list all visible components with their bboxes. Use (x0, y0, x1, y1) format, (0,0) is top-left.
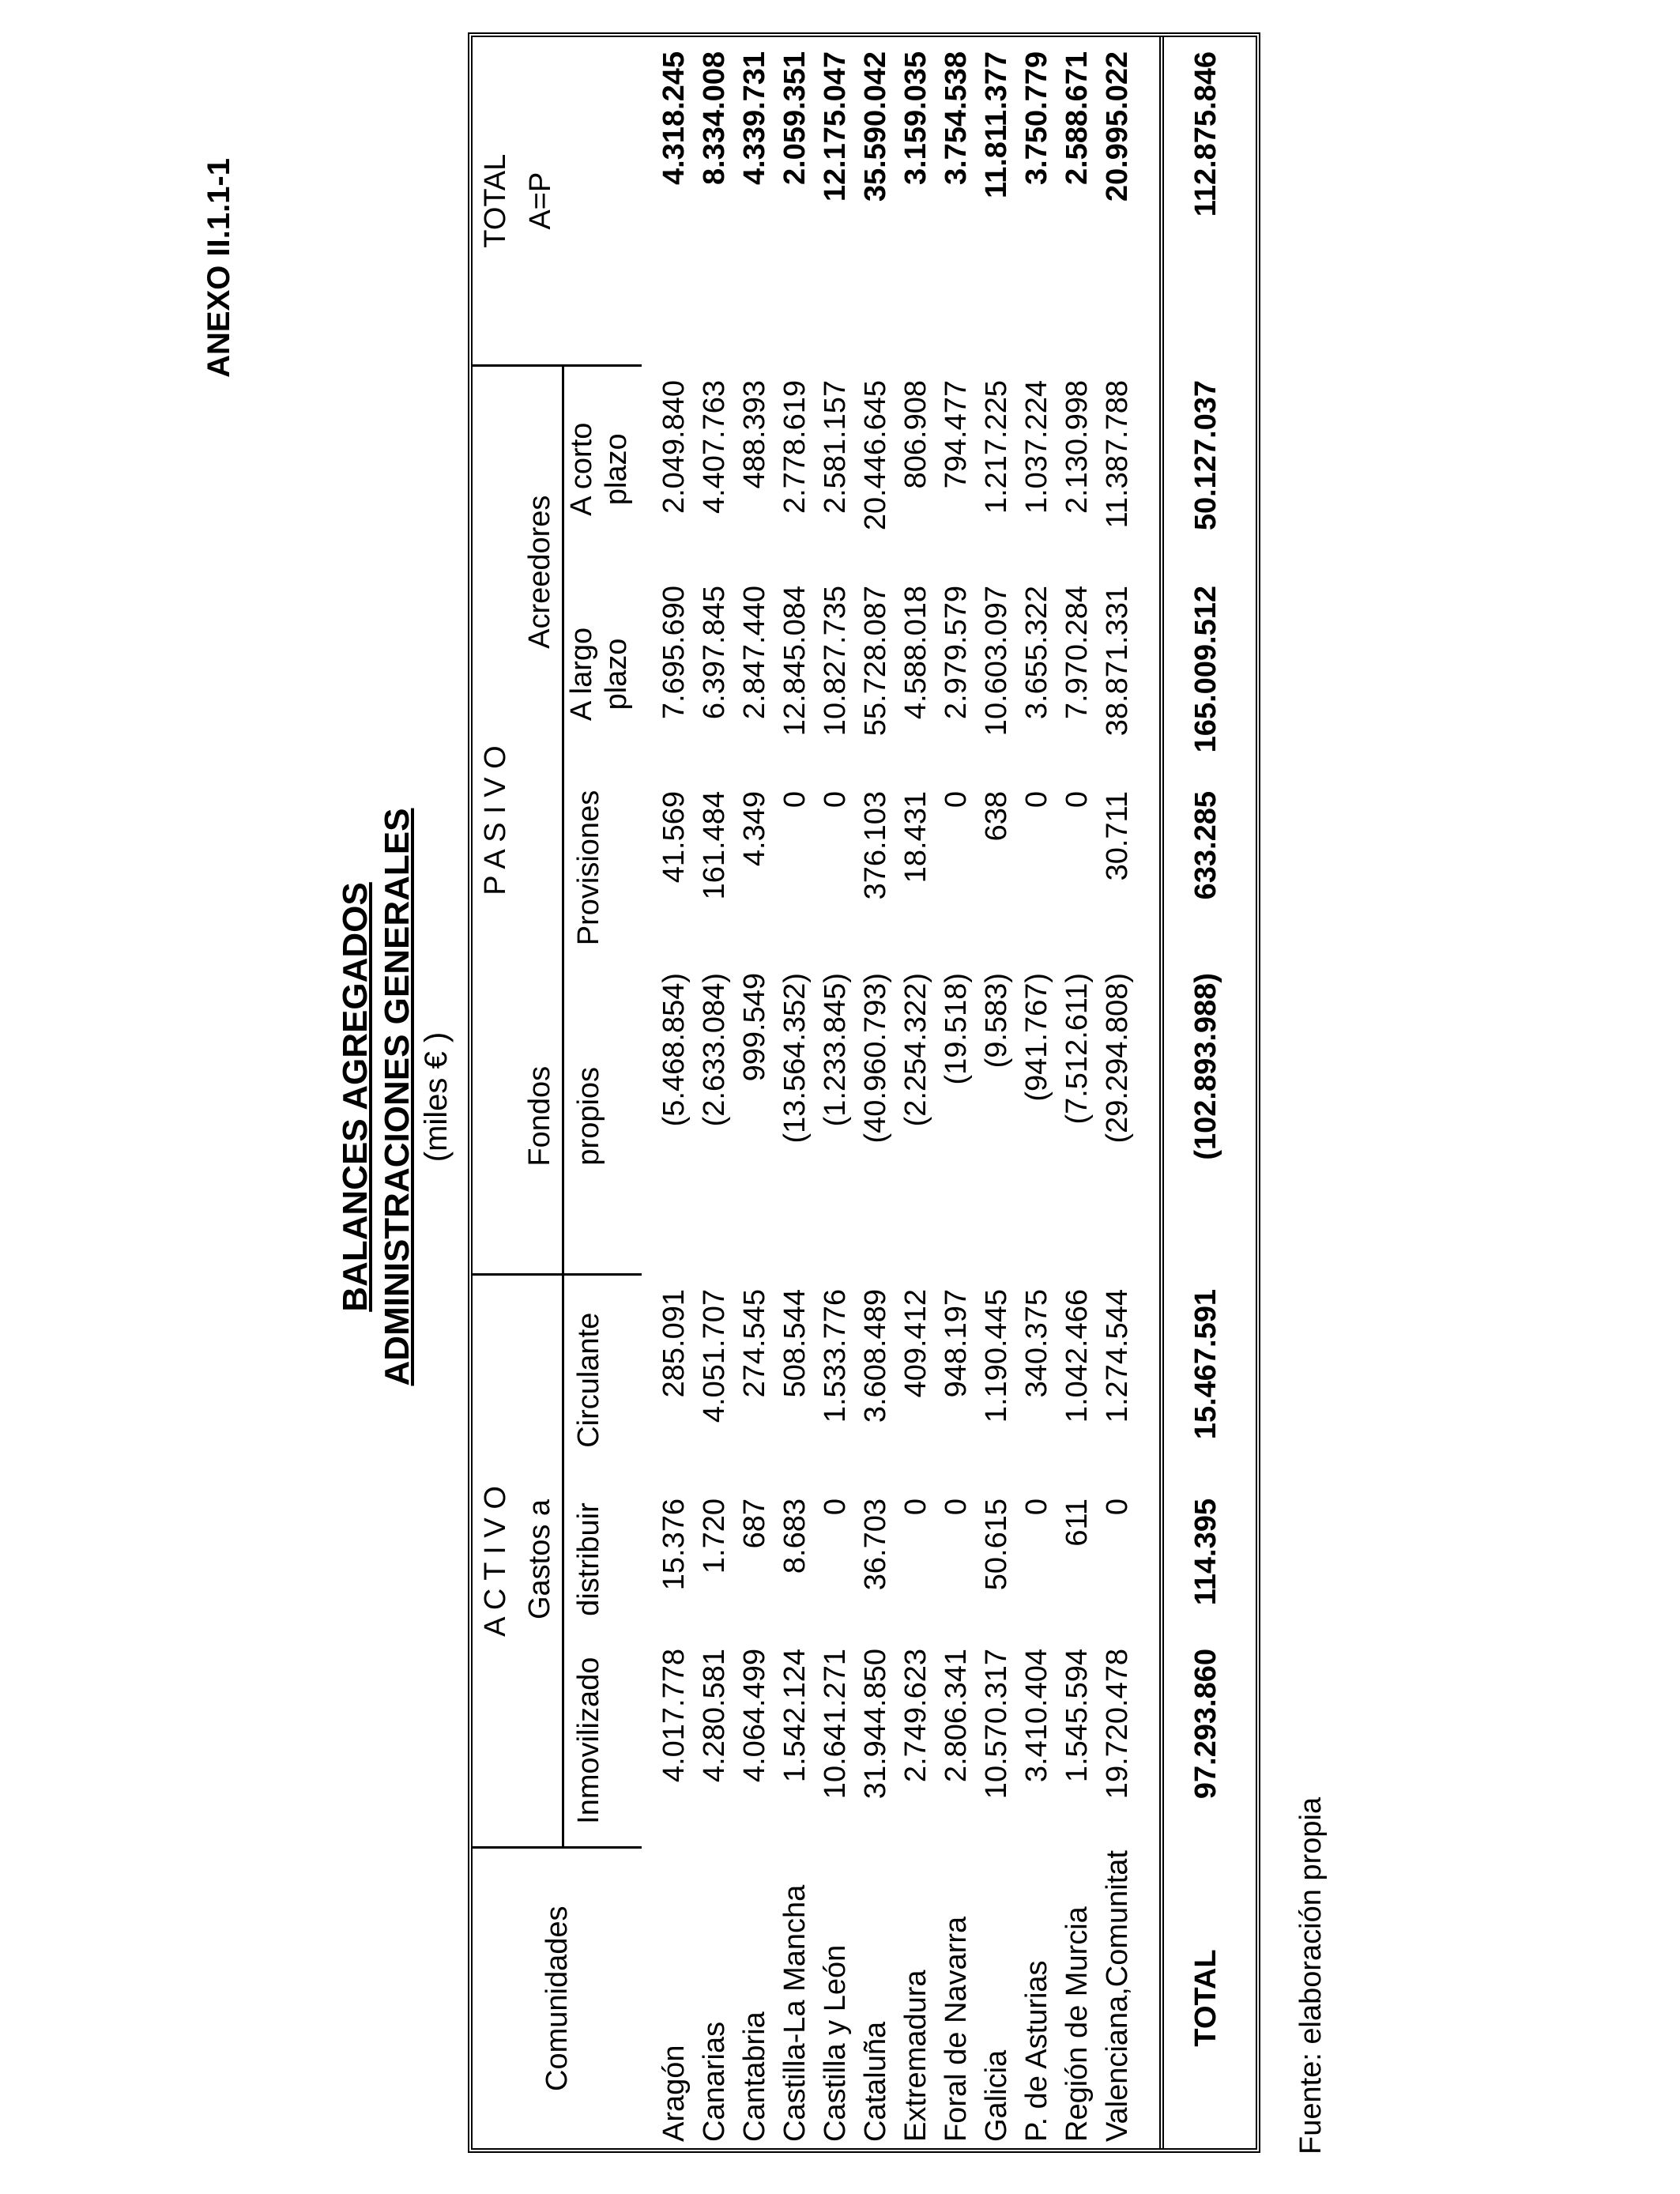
row-comunidad: Cataluña (859, 2021, 892, 2142)
table-row (695, 37, 735, 2148)
header-total-ap: A=P (523, 172, 557, 230)
header-distribuir: distribuir (571, 1502, 605, 1616)
cell-largo: 4.588.018 (899, 586, 932, 720)
cell-provisiones: 0 (778, 791, 812, 809)
cell-inmovilizado: 19.720.478 (1101, 1649, 1134, 1800)
cell-inmovilizado: 4.280.581 (698, 1649, 731, 1783)
cell-total: 4.339.731 (738, 51, 771, 186)
cell-inmovilizado: 3.410.404 (1020, 1649, 1053, 1783)
cell-gastos: 36.703 (859, 1498, 892, 1591)
cell-circulante: 1.274.544 (1101, 1289, 1134, 1423)
cell-provisiones: 0 (1020, 791, 1053, 809)
cell-circulante: 285.091 (657, 1289, 691, 1398)
header-comunidades: Comunidades (473, 1848, 642, 2148)
cell-provisiones: 18.431 (899, 791, 932, 884)
cell-largo: 2.847.440 (738, 586, 771, 720)
cell-gastos: 15.376 (657, 1498, 691, 1591)
table-row (936, 37, 977, 2148)
cell-largo: 10.827.735 (819, 586, 852, 737)
cell-total: 12.175.047 (819, 51, 852, 202)
header-provisiones: Provisiones (571, 790, 605, 946)
table-row (816, 37, 856, 2148)
cell-corto: 4.407.763 (698, 379, 731, 515)
cell-total: 11.811.377 (980, 51, 1013, 198)
table-row (1098, 37, 1138, 2148)
cell-fondos: (13.564.352) (778, 973, 812, 1144)
cell-provisiones: 0 (819, 791, 852, 809)
cell-largo: 12.845.084 (778, 586, 812, 737)
cell-corto: 11.387.788 (1101, 379, 1134, 529)
row-comunidad: P. de Asturias (1020, 1960, 1053, 2142)
cell-circulante: 274.545 (738, 1289, 771, 1398)
balance-table-frame (468, 32, 1260, 2153)
cell-inmovilizado: 2.806.341 (940, 1649, 973, 1783)
cell-largo: 7.695.690 (657, 586, 691, 720)
cell-provisiones: 376.103 (859, 791, 892, 900)
cell-inmovilizado: 2.749.623 (899, 1649, 932, 1783)
header-acreedores: Acreedores (518, 366, 563, 777)
table-row (735, 37, 775, 2148)
row-comunidad: Castilla y León (819, 1944, 852, 2142)
cell-fondos: (7.512.611) (1060, 973, 1094, 1125)
row-comunidad: Foral de Navarra (940, 1916, 973, 2142)
cell-corto: 2.778.619 (778, 379, 812, 515)
cell-circulante: 409.412 (899, 1289, 932, 1398)
table-row (977, 37, 1017, 2148)
cell-inmovilizado: 1.545.594 (1060, 1649, 1094, 1783)
cell-corto: 2.049.840 (657, 379, 691, 515)
cell-circulante: 1.533.776 (819, 1289, 852, 1423)
header-largo-plazo: A largo plazo (564, 627, 633, 722)
row-comunidad: Extremadura (899, 1970, 932, 2142)
cell-provisiones: 41.569 (657, 791, 691, 884)
cell-fondos: (1.233.845) (819, 973, 852, 1127)
table-row (856, 37, 896, 2148)
table-body (642, 37, 1162, 2148)
row-comunidad: Canarias (698, 2021, 731, 2142)
cell-gastos: 687 (738, 1498, 771, 1549)
cell-provisiones: 161.484 (698, 791, 731, 900)
cell-gastos: 0 (1020, 1498, 1053, 1516)
cell-largo: 55.728.087 (859, 586, 892, 737)
cell-fondos: 999.549 (738, 973, 771, 1082)
cell-circulante: 340.375 (1020, 1289, 1053, 1398)
cell-circulante: 508.544 (778, 1289, 812, 1398)
table-row (1017, 37, 1057, 2148)
cell-corto: 1.217.225 (980, 379, 1013, 515)
cell-fondos: (5.468.854) (657, 973, 691, 1127)
cell-total: 4.318.245 (657, 51, 691, 186)
totals-label: TOTAL (1188, 1949, 1222, 2047)
row-comunidad: Aragón (657, 2045, 691, 2142)
total-corto: 50.127.037 (1188, 379, 1222, 531)
total-largo: 165.009.512 (1188, 586, 1222, 753)
cell-corto: 2.130.998 (1060, 379, 1094, 515)
header-inmovilizado: Inmovilizado (571, 1657, 605, 1824)
cell-circulante: 4.051.707 (698, 1289, 731, 1423)
cell-gastos: 8.683 (778, 1498, 812, 1574)
title-line-2: ADMINISTRACIONES GENERALES (378, 808, 416, 1386)
cell-total: 3.159.035 (899, 51, 932, 186)
cell-corto: 2.581.157 (819, 379, 852, 515)
header-fondos: Fondos (518, 959, 563, 1275)
cell-largo: 3.655.322 (1020, 586, 1053, 720)
header-corto-plazo: A corto plazo (563, 366, 642, 571)
cell-gastos: 0 (819, 1498, 852, 1516)
cell-provisiones: 4.349 (738, 791, 771, 867)
cell-corto: 806.908 (899, 379, 932, 489)
cell-fondos: (9.583) (980, 973, 1013, 1069)
cell-fondos: (29.294.808) (1101, 973, 1134, 1144)
cell-total: 2.588.671 (1060, 51, 1094, 186)
cell-corto: 20.446.645 (859, 379, 892, 531)
total-fondos: (102.893.988) (1188, 973, 1222, 1160)
cell-circulante: 3.608.489 (859, 1289, 892, 1423)
totals-row (1179, 37, 1233, 2148)
cell-fondos: (2.633.084) (698, 973, 731, 1127)
header-pasivo: P A S I V O (473, 366, 518, 1275)
cell-provisiones: 0 (1060, 791, 1094, 809)
cell-provisiones: 638 (980, 791, 1013, 842)
cell-inmovilizado: 1.542.124 (778, 1649, 812, 1783)
cell-circulante: 948.197 (940, 1289, 973, 1398)
balance-table (473, 37, 1233, 2148)
cell-total: 35.590.042 (859, 51, 892, 202)
table-row (1057, 37, 1098, 2148)
row-comunidad: Galicia (980, 2049, 1013, 2142)
row-comunidad: Castilla-La Mancha (778, 1884, 812, 2142)
cell-total: 20.995.022 (1101, 51, 1134, 202)
header-activo: A C T I V O (473, 1275, 518, 1848)
cell-provisiones: 30.711 (1101, 791, 1134, 881)
cell-largo: 2.979.579 (940, 586, 973, 720)
cell-largo: 38.871.331 (1101, 586, 1134, 737)
cell-total: 3.754.538 (940, 51, 973, 186)
cell-fondos: (2.254.322) (899, 973, 932, 1127)
total-provisiones: 633.285 (1188, 791, 1222, 900)
cell-gastos: 1.720 (698, 1498, 731, 1574)
cell-inmovilizado: 10.641.271 (819, 1649, 852, 1800)
header-total: TOTAL (478, 153, 512, 248)
cell-total: 2.059.351 (778, 51, 812, 186)
row-comunidad: Valenciana,Comunitat (1101, 1850, 1134, 2142)
row-comunidad: Región de Murcia (1060, 1906, 1094, 2142)
cell-fondos: (19.518) (940, 973, 973, 1085)
cell-fondos: (40.960.793) (859, 973, 892, 1144)
cell-provisiones: 0 (940, 791, 973, 809)
row-comunidad: Cantabria (738, 2011, 771, 2142)
cell-inmovilizado: 10.570.317 (980, 1649, 1013, 1800)
cell-total: 8.334.008 (698, 51, 731, 186)
title-line-1: BALANCES AGREGADOS (336, 882, 375, 1312)
cell-gastos: 50.615 (980, 1498, 1013, 1591)
cell-gastos: 0 (940, 1498, 973, 1516)
cell-inmovilizado: 4.064.499 (738, 1649, 771, 1783)
header-circulante: Circulante (563, 1275, 642, 1484)
annex-code: ANEXO II.1.1-1 (202, 158, 236, 378)
total-gastos: 114.395 (1188, 1498, 1222, 1606)
unit-label: (miles € ) (419, 1031, 454, 1163)
cell-total: 3.750.779 (1020, 51, 1053, 186)
cell-circulante: 1.042.466 (1060, 1289, 1094, 1423)
cell-gastos: 611 (1060, 1498, 1094, 1547)
cell-largo: 10.603.097 (980, 586, 1013, 737)
cell-gastos: 0 (899, 1498, 932, 1516)
table-row (896, 37, 936, 2148)
cell-largo: 6.397.845 (698, 586, 731, 720)
cell-corto: 1.037.224 (1020, 379, 1053, 515)
cell-largo: 7.970.284 (1060, 586, 1094, 720)
cell-inmovilizado: 31.944.850 (859, 1649, 892, 1800)
table-row (775, 37, 816, 2148)
cell-circulante: 1.190.445 (980, 1289, 1013, 1423)
total-circulante: 15.467.591 (1188, 1289, 1222, 1440)
cell-gastos: 0 (1101, 1498, 1134, 1516)
header-gastos-a: Gastos a (518, 1484, 563, 1634)
source-note: Fuente: elaboración propia (1294, 1796, 1328, 2154)
total-inmovilizado: 97.293.860 (1188, 1649, 1222, 1800)
table-row (654, 37, 695, 2148)
cell-corto: 794.477 (940, 379, 973, 489)
total-total: 112.875.846 (1188, 51, 1222, 217)
cell-corto: 488.393 (738, 379, 771, 489)
cell-inmovilizado: 4.017.778 (657, 1649, 691, 1783)
header-propios: propios (571, 1066, 605, 1166)
cell-fondos: (941.767) (1020, 973, 1053, 1102)
